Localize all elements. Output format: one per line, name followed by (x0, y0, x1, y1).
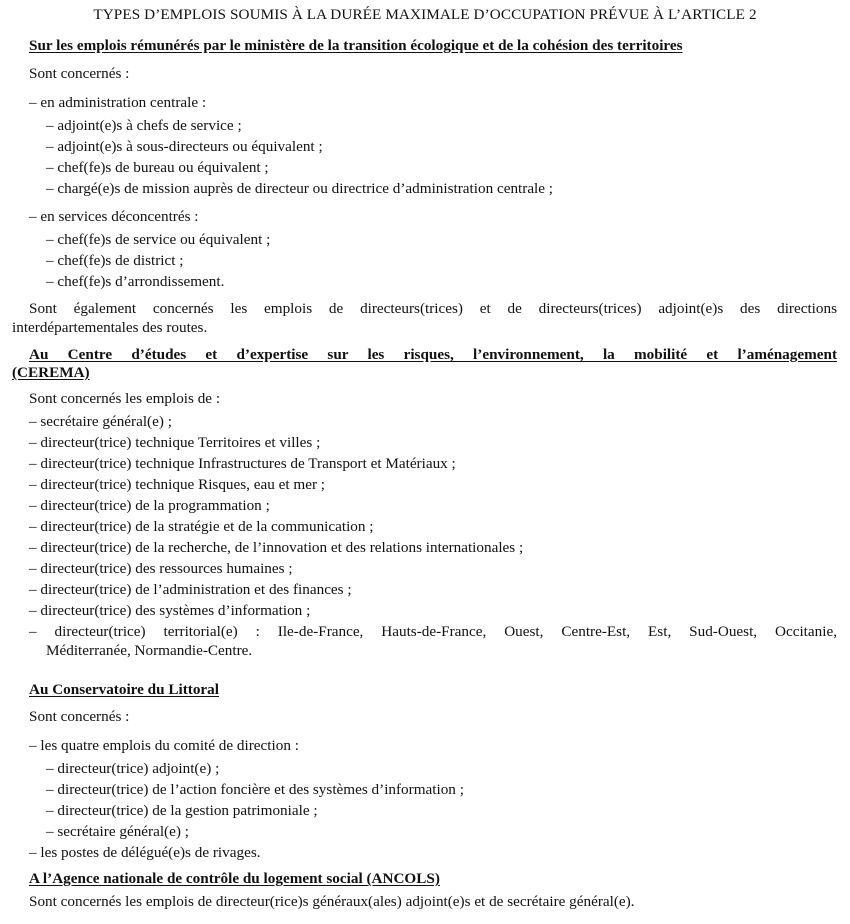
list-item: – directeur(trice) des ressources humaines ; (29, 560, 293, 577)
list-item: – directeur(trice) technique Infrastructures de Transport et Matériaux ; (29, 455, 456, 472)
list-item: – chef(fe)s de service ou équivalent ; (46, 231, 271, 248)
list-item: – directeur(trice) technique Risques, eau et mer ; (29, 476, 326, 493)
list-item: – adjoint(e)s à chefs de service ; (46, 117, 242, 134)
list-item: – directeur(trice) de la stratégie et de la communication ; (29, 518, 374, 535)
list-item: – chargé(e)s de mission auprès de directeur ou directrice d’administration centrale ; (46, 180, 554, 197)
list-item-cont: Méditerranée, Normandie-Centre. (46, 642, 253, 659)
list-item: – les postes de délégué(e)s de rivages. (29, 844, 261, 861)
list-item: – secrétaire général(e) ; (46, 823, 189, 840)
list-item: – directeur(trice) de la gestion patrimoniale ; (46, 802, 318, 819)
list-item: – secrétaire général(e) ; (29, 413, 172, 430)
group-label-committee: – les quatre emplois du comité de direction : (29, 737, 299, 754)
group-label-deconcentrated: – en services déconcentrés : (29, 208, 199, 225)
section-heading-ministry: Sur les emplois rémunérés par le ministère de la transition écologique et de la cohésion des territoires (29, 37, 683, 54)
list-item: – directeur(trice) des systèmes d’information ; (29, 602, 311, 619)
list-item: – directeur(trice) territorial(e) : Ile-de-France, Hauts-de-France, Ouest, Centre-Est, Est, Sud-Ouest, Occitanie, (29, 623, 837, 640)
list-item: – chef(fe)s d’arrondissement. (46, 273, 225, 290)
list-item: – directeur(trice) de la programmation ; (29, 497, 270, 514)
section-heading-ancols: A l’Agence nationale de contrôle du logement social (ANCOLS) (29, 870, 440, 887)
section-intro: Sont concernés : (29, 65, 130, 82)
section-heading-conservatoire: Au Conservatoire du Littoral (29, 681, 219, 698)
section-heading-cerema-cont: (CEREMA) (12, 364, 90, 381)
list-item: – directeur(trice) de la recherche, de l’innovation et des relations internationales ; (29, 539, 524, 556)
list-item: – directeur(trice) de l’administration et des finances ; (29, 581, 352, 598)
section-heading-cerema: Au Centre d’études et d’expertise sur les risques, l’environnement, la mobilité et l’aménagement (29, 346, 837, 363)
paragraph-line: interdépartementales des routes. (12, 319, 208, 336)
group-label-central: – en administration centrale : (29, 94, 207, 111)
list-item: – directeur(trice) adjoint(e) ; (46, 760, 220, 777)
section-intro: Sont concernés : (29, 708, 130, 725)
list-item: – directeur(trice) technique Territoires et villes ; (29, 434, 321, 451)
page-title: TYPES D’EMPLOIS SOUMIS À LA DURÉE MAXIMALE D’OCCUPATION PRÉVUE À L’ARTICLE 2 (93, 6, 757, 23)
list-item: – directeur(trice) de l’action foncière et des systèmes d’information ; (46, 781, 464, 798)
list-item: – chef(fe)s de district ; (46, 252, 184, 269)
list-item: – adjoint(e)s à sous-directeurs ou équivalent ; (46, 138, 323, 155)
paragraph-line: Sont concernés les emplois de directeur(rice)s généraux(ales) adjoint(e)s et de secrétaire général(e). (29, 893, 635, 910)
paragraph-line: Sont également concernés les emplois de directeurs(trices) et de directeurs(trices) adjoint(e)s des directions (29, 300, 837, 317)
section-intro: Sont concernés les emplois de : (29, 390, 221, 407)
list-item: – chef(fe)s de bureau ou équivalent ; (46, 159, 269, 176)
